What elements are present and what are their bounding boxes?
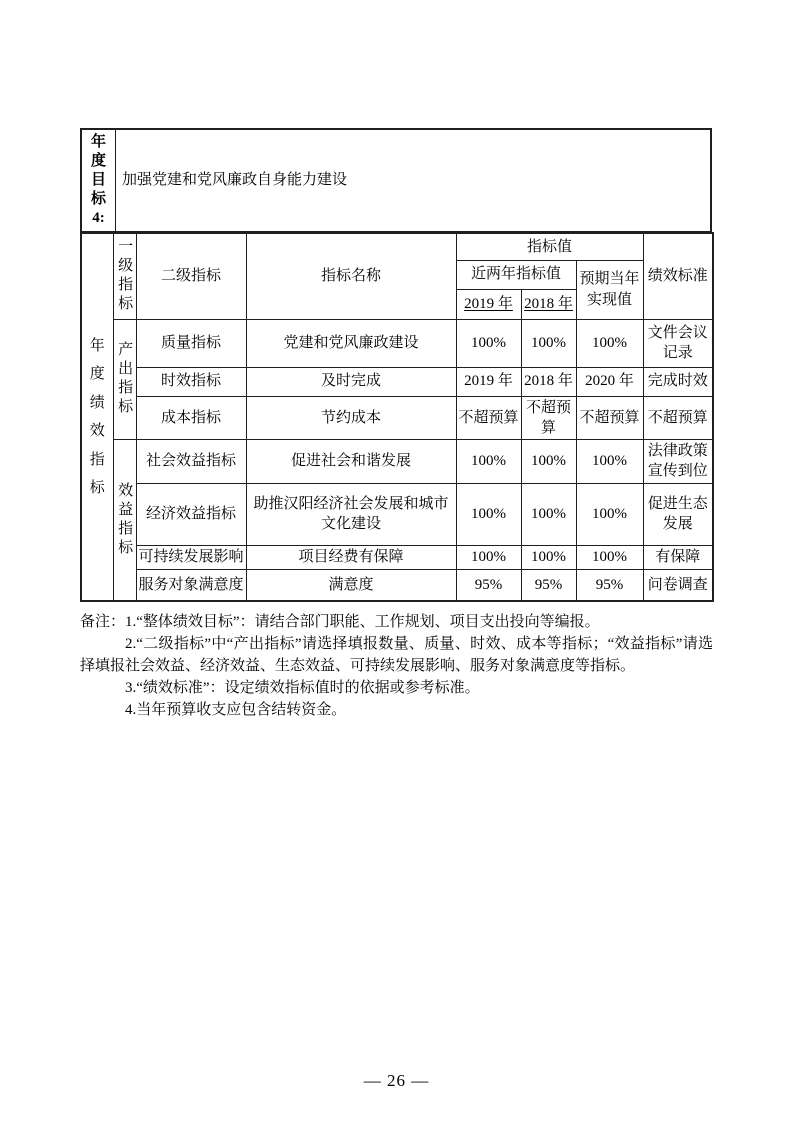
goal-label: 年度目标4:	[90, 133, 106, 227]
performance-standard: 问卷调查	[643, 569, 713, 601]
row-group-label: 年度绩效指标	[89, 337, 105, 496]
indicator-name: 党建和党风廉政建设	[246, 319, 456, 367]
group-benefit-cell	[113, 440, 136, 602]
secondary-indicator: 可持续发展影响	[136, 545, 246, 569]
page-number: — 26 —	[363, 1071, 430, 1090]
value-2018: 2018 年	[521, 367, 576, 396]
performance-standard: 完成时效	[643, 367, 713, 396]
indicator-name: 促进社会和谐发展	[246, 440, 456, 484]
value-2018: 100%	[521, 319, 576, 367]
value-2018: 100%	[521, 483, 576, 545]
value-2018: 100%	[521, 545, 576, 569]
value-expected: 2020 年	[576, 367, 643, 396]
remark-item-2: 2.“二级指标”中“产出指标”请选择填报数量、质量、时效、成本等指标；“效益指标”请选择填报社会效益、经济效益、生态效益、可持续发展影响、服务对象满意度等指标。	[80, 636, 713, 674]
row-group-cell	[81, 233, 113, 601]
value-2019: 100%	[456, 440, 521, 484]
value-2019: 100%	[456, 545, 521, 569]
secondary-indicator: 时效指标	[136, 367, 246, 396]
header-year-2019	[456, 289, 521, 319]
secondary-indicator: 成本指标	[136, 396, 246, 440]
value-expected: 95%	[576, 569, 643, 601]
goal-row	[81, 129, 711, 232]
remarks-section	[80, 611, 713, 721]
year-2019-label: 2019 年	[464, 295, 513, 312]
group-benefit-label: 效益指标	[118, 482, 134, 557]
value-2019: 100%	[456, 483, 521, 545]
performance-standard: 不超预算	[643, 396, 713, 440]
value-expected: 100%	[576, 440, 643, 484]
table-row	[81, 483, 713, 545]
table-row	[81, 367, 713, 396]
header-performance-standard: 绩效标准	[643, 233, 713, 319]
goal-label-cell	[81, 129, 116, 232]
secondary-indicator: 质量指标	[136, 319, 246, 367]
header-primary-indicator-label: 一级指标	[118, 238, 134, 313]
header-recent-two-years: 近两年指标值	[456, 260, 576, 289]
value-2019: 2019 年	[456, 367, 521, 396]
value-expected: 不超预算	[576, 396, 643, 440]
indicator-name: 及时完成	[246, 367, 456, 396]
table-row	[81, 545, 713, 569]
value-2018: 100%	[521, 440, 576, 484]
header-indicator-name: 指标名称	[246, 233, 456, 319]
header-indicator-value: 指标值	[456, 233, 643, 260]
indicator-name: 助推汉阳经济社会发展和城市文化建设	[246, 483, 456, 545]
value-2018: 不超预算	[521, 396, 576, 440]
indicator-name: 项目经费有保障	[246, 545, 456, 569]
remark-item-1: 备注：1.“整体绩效目标”：请结合部门职能、工作规划、项目支出投向等编报。	[80, 614, 600, 630]
performance-standard: 促进生态发展	[643, 483, 713, 545]
header-expected-current: 预期当年实现值	[576, 260, 643, 319]
group-output-label: 产出指标	[118, 341, 134, 416]
value-2019: 100%	[456, 319, 521, 367]
value-2018: 95%	[521, 569, 576, 601]
table-row	[81, 440, 713, 484]
remark-item-4: 4.当年预算收支应包含结转资金。	[125, 702, 347, 718]
group-output-cell	[113, 319, 136, 440]
table-row	[81, 569, 713, 601]
performance-standard: 法律政策宣传到位	[643, 440, 713, 484]
goal-text-cell: 加强党建和党风廉政自身能力建设	[116, 129, 712, 232]
performance-indicator-table	[80, 232, 714, 602]
performance-standard: 有保障	[643, 545, 713, 569]
value-expected: 100%	[576, 545, 643, 569]
indicator-name: 节约成本	[246, 396, 456, 440]
table-row	[81, 396, 713, 440]
secondary-indicator: 社会效益指标	[136, 440, 246, 484]
table-row	[81, 319, 713, 367]
header-primary-indicator	[113, 233, 136, 319]
annual-goal-table	[80, 128, 712, 233]
value-2019: 不超预算	[456, 396, 521, 440]
header-year-2018	[521, 289, 576, 319]
value-2019: 95%	[456, 569, 521, 601]
secondary-indicator: 经济效益指标	[136, 483, 246, 545]
header-secondary-indicator: 二级指标	[136, 233, 246, 319]
value-expected: 100%	[576, 319, 643, 367]
value-expected: 100%	[576, 483, 643, 545]
performance-standard: 文件会议记录	[643, 319, 713, 367]
year-2018-label: 2018 年	[524, 295, 573, 312]
remark-item-3: 3.“绩效标准”：设定绩效指标值时的依据或参考标准。	[125, 680, 480, 696]
secondary-indicator: 服务对象满意度	[136, 569, 246, 601]
header-row-1	[81, 233, 713, 260]
indicator-name: 满意度	[246, 569, 456, 601]
